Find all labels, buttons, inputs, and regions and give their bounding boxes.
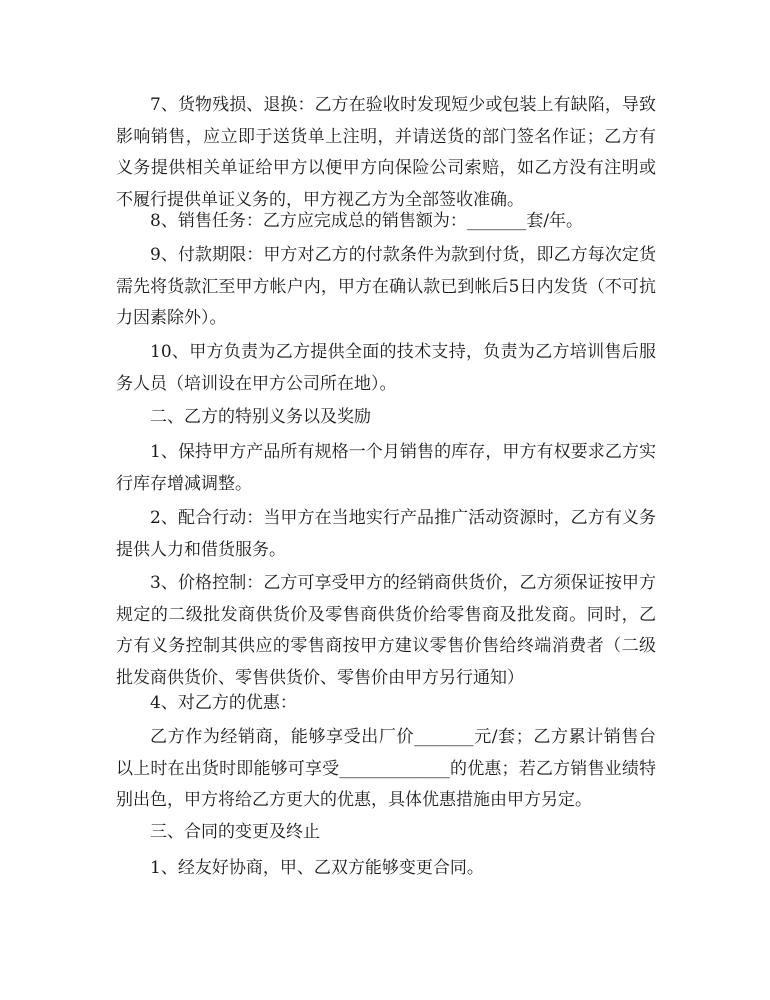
paragraph-10-technical-support: 10、甲方负责为乙方提供全面的技术支持，负责为乙方培训售后服务人员（培训设在甲方公司所在地）。 <box>116 342 656 394</box>
paragraph-9-payment-terms: 9、付款期限：甲方对乙方的付款条件为款到付货，即乙方每次定货需先将货款汇至甲方帐户内，甲方在确认款已到帐后5日内发货（不可抗力因素除外）。 <box>116 245 656 328</box>
paragraph-2-cooperation: 2、配合行动：当甲方在当地实行产品推广活动资源时，乙方有义务提供人力和借货服务。 <box>116 508 656 560</box>
paragraph-1-contract-amendment: 1、经友好协商，甲、乙双方能够变更合同。 <box>150 858 484 878</box>
paragraph-1-inventory: 1、保持甲方产品所有规格一个月销售的库存，甲方有权要求乙方实行库存增减调整。 <box>116 442 656 494</box>
paragraph-4-discount-heading: 4、对乙方的优惠： <box>150 693 297 713</box>
paragraph-3-price-control: 3、价格控制：乙方可享受甲方的经销商供货价，乙方须保证按甲方规定的二级批发商供货价及零售商供货价给零售商及批发商。同时，乙方有义务控制其供应的零售商按甲方建议零售价售给终端消费者（二级批发商供货价、零售供货价、零售价由甲方另行通知） <box>116 573 656 688</box>
paragraph-7-goods-damage-return: 7、货物残损、退换：乙方在验收时发现短少或包装上有缺陷，导致影响销售，应立即于送货单上注明，并请送货的部门签名作证；乙方有义务提供相关单证给甲方以便甲方向保险公司索赔，如乙方没有注明或不履行提供单证义务的，甲方视乙方为全部签收准确。 <box>116 95 656 210</box>
paragraph-discount-details: 乙方作为经销商，能够享受出厂价_______元/套；乙方累计销售台以上时在出货时即能够可享受_____________的优惠；若乙方销售业绩特别出色，甲方将给乙方更大的优惠，具体优惠措施由甲方另定。 <box>116 727 656 810</box>
section-heading-contract-change: 三、合同的变更及终止 <box>150 822 320 842</box>
section-heading-special-obligations: 二、乙方的特别义务以及奖励 <box>150 407 371 427</box>
paragraph-8-sales-target: 8、销售任务：乙方应完成总的销售额为：_______套/年。 <box>150 211 584 231</box>
